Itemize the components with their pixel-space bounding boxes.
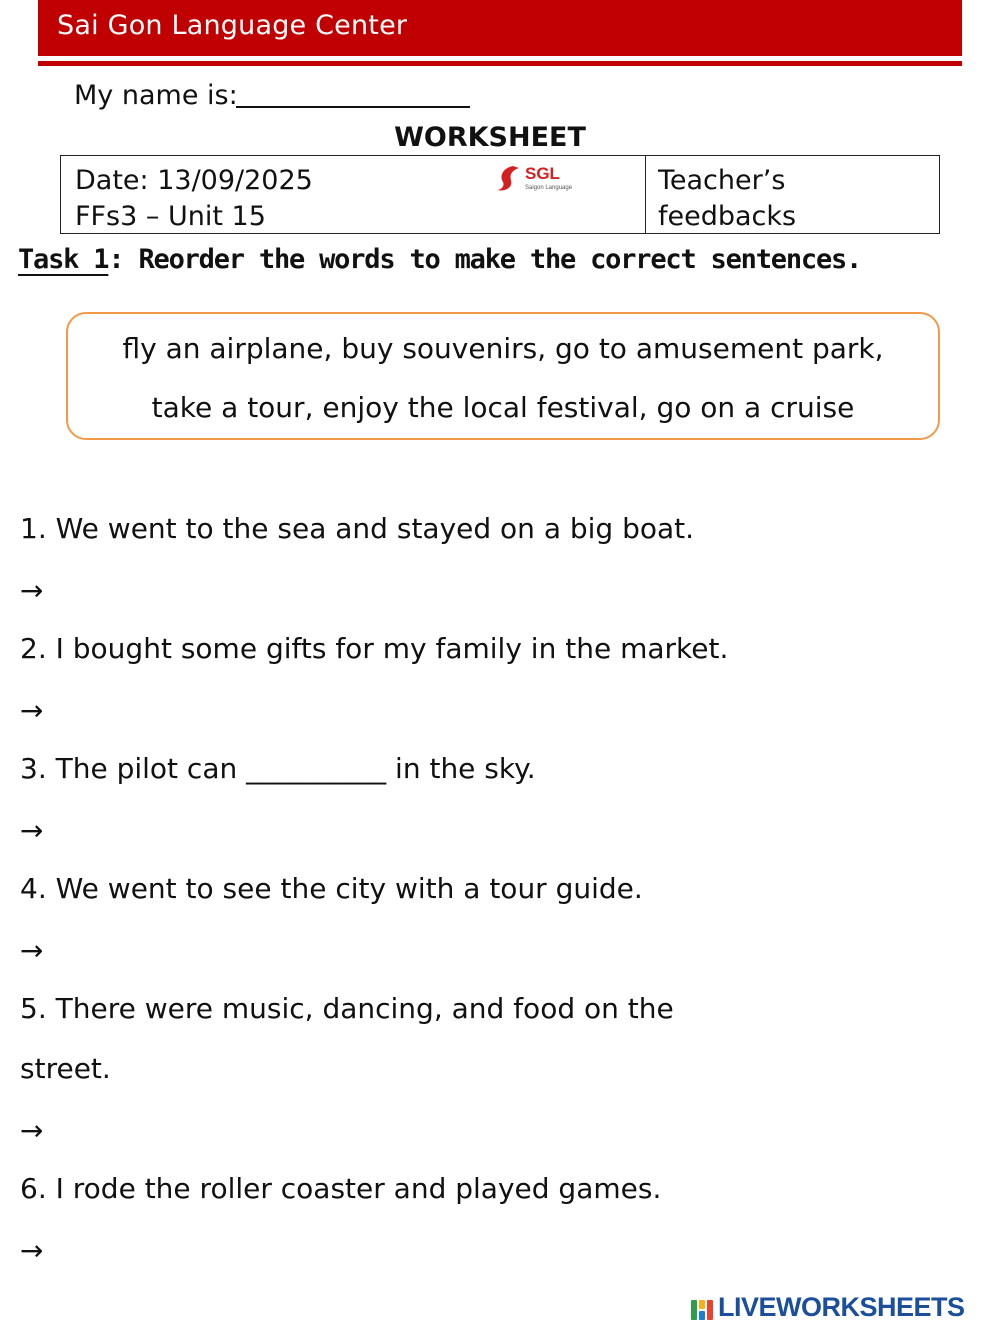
teacher-feedback-label: Teacher’s feedbacks: [658, 165, 797, 232]
unit-text: FFs3 – Unit 15: [75, 201, 266, 232]
sgl-logo: [495, 162, 585, 194]
table-divider: [645, 156, 646, 233]
question-5-continued: street.: [20, 1052, 111, 1085]
date-text: Date: 13/09/2025: [75, 165, 313, 196]
info-table: [60, 155, 940, 234]
header-title: Sai Gon Language Center: [57, 10, 408, 41]
question-5: 5. There were music, dancing, and food on the: [20, 992, 674, 1025]
liveworksheets-text: LIVEWORKSHEETS: [718, 1292, 965, 1322]
name-label: My name is:: [74, 80, 238, 111]
task-label: Task 1: [18, 244, 109, 275]
liveworksheets-brand: [690, 1292, 990, 1328]
answer-arrow-6[interactable]: →: [20, 1234, 44, 1267]
word-bank-line-2: take a tour, enjoy the local festival, go on a cruise: [151, 391, 855, 424]
question-2: 2. I bought some gifts for my family in the market.: [20, 632, 729, 665]
word-bank-line-1: fly an airplane, buy souvenirs, go to amusement park,: [122, 332, 884, 365]
liveworksheets-icon: [690, 1298, 718, 1322]
answer-arrow-4[interactable]: →: [20, 934, 44, 967]
answer-arrow-1[interactable]: →: [20, 574, 44, 607]
header-bar: [38, 0, 962, 61]
answer-arrow-5[interactable]: →: [20, 1114, 44, 1147]
word-bank-box: [66, 312, 940, 440]
worksheet-title: WORKSHEET: [394, 122, 586, 153]
svg-text:SGL: SGL: [525, 164, 560, 183]
question-6: 6. I rode the roller coaster and played games.: [20, 1172, 662, 1205]
answer-arrow-2[interactable]: →: [20, 694, 44, 727]
question-4: 4. We went to see the city with a tour guide.: [20, 872, 643, 905]
task-instruction: : Reorder the words to make the correct sentences.: [108, 244, 862, 275]
question-3: 3. The pilot can __________ in the sky.: [20, 752, 536, 785]
name-input-line[interactable]: [236, 106, 470, 108]
question-1: 1. We went to the sea and stayed on a big boat.: [20, 512, 695, 545]
svg-text:Saigon Language: Saigon Language: [525, 185, 573, 191]
task-title: [18, 244, 861, 275]
answer-arrow-3[interactable]: →: [20, 814, 44, 847]
